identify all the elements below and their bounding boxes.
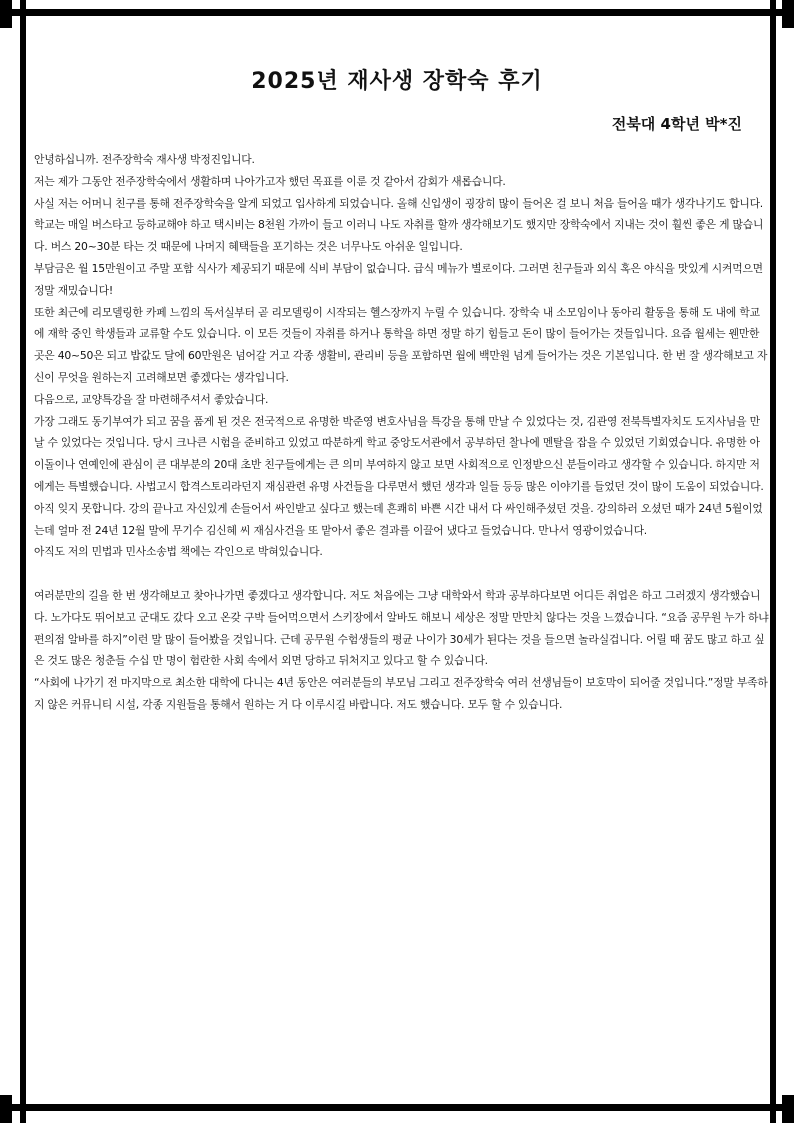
corner-tab-top-left: [0, 0, 12, 28]
paragraph-admission: 사실 저는 어머니 친구를 통해 전주장학숙을 알게 되었고 입사하게 되었습니다. 올해 신입생이 굉장히 많이 들어온 걸 보니 처음 들어올 때가 생각나기도 합니다. 학교는 매일 버스타고 등하교해야 하고 택시비는 8천원 가까이 들고 이러니 나도 자취를 할까 생각해보기도 했지만 장학숙에서 지내는 것이 훨씬 좋은 게 많습니다. 버스 20~30분 타는 것 때문에 나머지 혜택들을 포기하는 것은 너무나도 아쉬운 일입니다.: [34, 196, 764, 254]
corner-tab-bottom-left: [0, 1095, 12, 1123]
paragraph-lecture-closing: 아직도 저의 민법과 민사소송법 책에는 각인으로 박혀있습니다.: [34, 545, 323, 559]
page-border-bottom: [10, 1104, 784, 1111]
paragraph-gap: [34, 563, 769, 585]
document-body: [34, 149, 769, 716]
corner-tab-bottom-right: [782, 1095, 794, 1123]
page-border-top: [10, 9, 784, 16]
author-line: 전북대 4학년 박*진: [611, 115, 742, 133]
page-title: 2025년 재사생 장학숙 후기: [251, 69, 543, 94]
paragraph-greeting: 안녕하십니까. 전주장학숙 재사생 박정진입니다.: [34, 153, 255, 166]
paragraph-lecture-intro: 다음으로, 교양특강을 잘 마련해주셔서 좋았습니다.: [34, 392, 269, 406]
paragraph-lecture-detail: 가장 그래도 동기부여가 되고 꿈을 품게 된 것은 전국적으로 유명한 박준영 변호사님을 특강을 통해 만날 수 있었다는 것, 김관영 전북특별자치도 도지사님을 만날 수 있었다는 것입니다. 당시 크나큰 시험을 준비하고 있었고 따분하게 학교 중앙도서관에서 공부하던 찰나에 멘탈을 잡을 수 있었던 기회였습니다. 유명한 아이돌이나 연예인에 관심이 큰 대부분의 20대 초반 친구들에게는 큰 의미 부여하지 않고 보면 사회적으로 인정받으신 분들이라고 생각할 수 있습니다. 하지만 저에게는 특별했습니다. 사법고시 합격스토리라던지 재심관련 유명 사건들을 다루면서 했던 생각과 일들 등등 많은 이야기를 들었던 것이 많이 도움이 되었습니다. 아직 잊지 못합니다. 강의 끝나고 자신있게 손들어서 싸인받고 싶다고 했는데 흔쾌히 바쁜 시간 내서 다 싸인해주셨던 것을. 강의하러 오셨던 때가 24년 5월이었는데 얼마 전 24년 12월 말에 무기수 김신혜 씨 재심사건을 또 맡아서 좋은 결과를 이끌어 냈다고 들었습니다. 만나서 영광이었습니다.: [34, 414, 764, 537]
paragraph-cost: 부담금은 월 15만원이고 주말 포함 식사가 제공되기 때문에 식비 부담이 없습니다. 급식 메뉴가 별로이다. 그러면 친구들과 외식 혹은 야식을 맛있게 시켜먹으면 정말 재밌습니다!: [34, 261, 763, 297]
paragraph-conclusion: “사회에 나가기 전 마지막으로 최소한 대학에 다니는 4년 동안은 여러분들의 부모님 그리고 전주장학숙 여러 선생님들이 보호막이 되어줄 것입니다.”정말 부족하지 않은 커뮤니티 시설, 각종 지원들을 통해서 원하는 거 다 이루시길 바랍니다. 저도 했습니다. 모두 할 수 있습니다.: [34, 676, 768, 711]
corner-tab-top-right: [782, 0, 794, 28]
page-border-left: [20, 0, 26, 1123]
paragraph-advice: 여러분만의 길을 한 번 생각해보고 찾아나가면 좋겠다고 생각합니다. 저도 처음에는 그냥 대학와서 학과 공부하다보면 어디든 취업은 하고 그러겠지 생각했습니다. 노가다도 뛰어보고 군대도 갔다 오고 온갖 구박 들어먹으면서 스키장에서 알바도 해보니 세상은 정말 만만치 않다는 것을 느꼈습니다. “요즘 공무원 누가 하냐 편의점 알바를 하지”이런 말 많이 들어봤을 것입니다. 근데 공무원 수험생들의 평균 나이가 30세가 된다는 것을 들으면 놀라실겁니다. 어릴 때 꿈도 많고 하고 싶은 것도 많은 청춘들 수십 만 명이 험란한 사회 속에서 외면 당하고 뒤처지고 있다고 할 수 있습니다.: [34, 588, 769, 668]
paragraph-facilities: 또한 최근에 리모델링한 카페 느낌의 독서실부터 곧 리모델링이 시작되는 헬스장까지 누릴 수 있습니다. 장학숙 내 소모임이나 동아리 활동을 통해 도 내에 학교에 재학 중인 학생들과 교류할 수도 있습니다. 이 모든 것들이 자취를 하거나 통학을 하면 정말 하기 힘들고 돈이 많이 들어가는 것들입니다. 요즘 월세는 웬만한 곳은 40~50은 되고 밥값도 달에 60만원은 넘어갈 거고 각종 생활비, 관리비 등을 포함하면 월에 백만원 넘게 들어가는 것은 기본입니다. 한 번 잘 생각해보고 자신이 무엇을 원하는지 고려해보면 좋겠다는 생각입니다.: [34, 305, 768, 384]
paragraph-intro: 저는 제가 그동안 전주장학숙에서 생활하며 나아가고자 했던 목표를 이룬 것 같아서 감회가 새롭습니다.: [34, 174, 506, 188]
page-border-right: [770, 0, 776, 1123]
